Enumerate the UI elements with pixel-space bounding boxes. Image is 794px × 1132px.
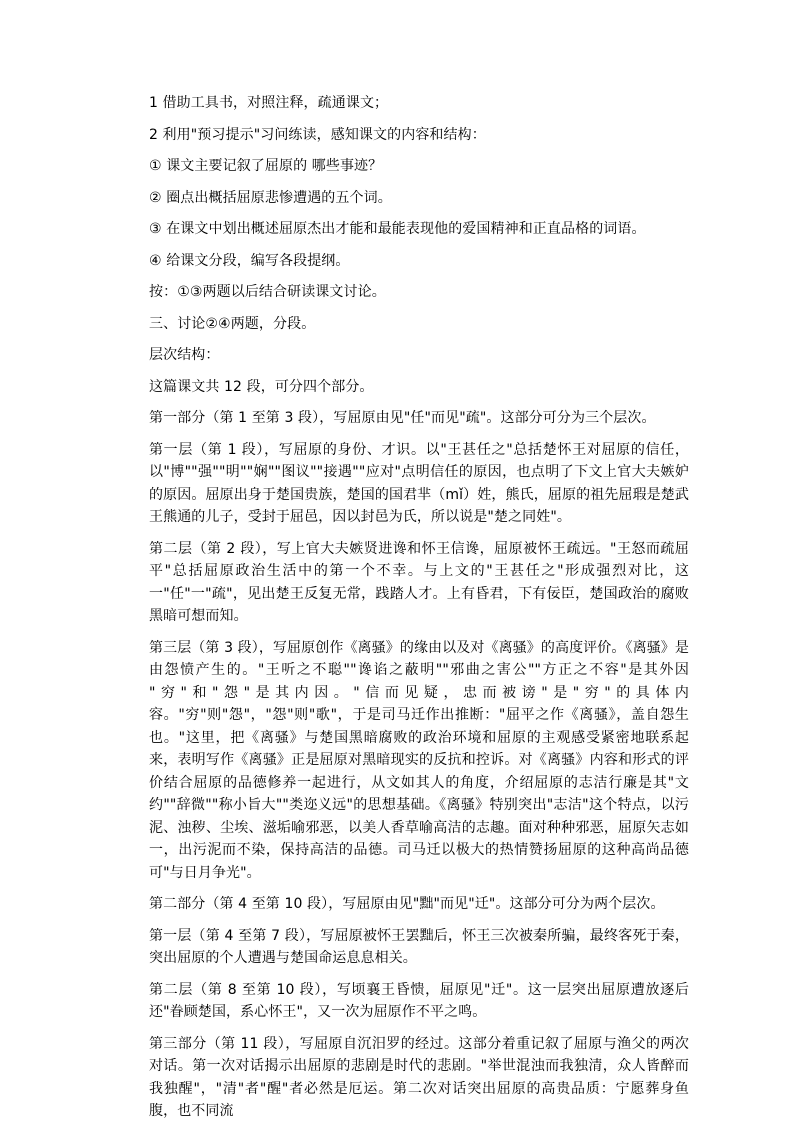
paragraph-11: 第一部分（第 1 至第 3 段），写屈原由见"任"而见"疏"。这部分可分为三个层次。 <box>149 410 656 426</box>
paragraph-6: ④ 给课文分段，编写各段提纲。 <box>149 252 350 269</box>
paragraph-2: 2 利用"预习提示"习问练读，感知课文的内容和结构： <box>149 126 486 143</box>
paragraph-3: ① 课文主要记叙了屈原的 哪些事迹？ <box>149 158 383 174</box>
paragraph-13: 第二层（第 2 段），写上官大夫嫉贤进谗和怀王信谗，屈原被怀王疏远。"王怒而疏屈平"总括屈原政治生活中的第一个不幸。与上文的"王甚任之"形成强烈对比，这一"任"一"疏"，见出楚王反复无常，践踏人才。上有昏君，下有佞臣，楚国政治的腐败黑暗可想而知。 <box>149 540 689 624</box>
paragraph-9: 层次结构： <box>149 347 220 363</box>
paragraph-5: ③ 在课文中划出概述屈原杰出才能和最能表现他的爱国精神和正直品格的词语。 <box>149 221 646 237</box>
paragraph-1: 1 借助工具书，对照注释，疏通课文； <box>149 95 389 111</box>
paragraph-7: 按：①③两题以后结合研读课文讨论。 <box>149 284 386 300</box>
paragraph-16: 第一层（第 4 至第 7 段），写屈原被怀王罢黜后，怀王三次被秦所骗，最终客死于秦，突出屈原的个人遭遇与楚国命运息息相关。 <box>149 927 689 966</box>
document-body <box>149 92 689 1132</box>
paragraph-4: ② 圈点出概括屈原悲惨遭遇的五个词。 <box>149 189 392 206</box>
paragraph-18: 第三部分（第 11 段），写屈原自沉汨罗的经过。这部分着重记叙了屈原与渔父的两次对话。第一次对话揭示出屈原的悲剧是时代的悲剧。"举世混浊而我独清，众人皆醉而我独醒"，"清"者"醒"者必然是厄运。第二次对话突出屈原的高贵品质：宁愿葬身鱼腹，也不同流 <box>149 1035 689 1119</box>
paragraph-8: 三、讨论②④两题，分段。 <box>149 315 316 332</box>
paragraph-12: 第一层（第 1 段），写屈原的身份、才识。以"王甚任之"总括楚怀王对屈原的信任，以"博""强""明""娴""图议""接遇""应对"点明信任的原因，也点明了下文上官大夫嫉妒的原因。屈原出身于楚国贵族，楚国的国君芈（mǐ）姓，熊氏，屈原的祖先屈瑕是楚武王熊通的儿子，受封于屈邑，因以封邑为氏，所以说是"楚之同姓"。 <box>149 441 689 525</box>
paragraph-15: 第二部分（第 4 至第 10 段），写屈原由见"黜"而见"迁"。这部分可分为两个层次。 <box>149 896 665 912</box>
paragraph-17: 第二层（第 8 至第 10 段），写顷襄王昏愦，屈原见"迁"。这一层突出屈原遭放逐后还"眷顾楚国，系心怀王"，又一次为屈原作不平之鸣。 <box>149 981 689 1020</box>
paragraph-10: 这篇课文共 12 段，可分四个部分。 <box>149 378 374 395</box>
paragraph-14: 第三层（第 3 段），写屈原创作《离骚》的缘由以及对《离骚》的高度评价。《离骚》是由怨愤产生的。"王听之不聪""谗谄之蔽明""邪曲之害公""方正之不容"是其外因 "穷"和"怨"是其内因。"信而见疑，忠而被谤"是"穷"的具体内容。"穷"则"怨"，"怨"则"歌"，于是司马迁作出推断："屈平之作《离骚》，盖自怨生也。"这里，把《离骚》与楚国黑暗腐败的政治环境和屈原的主观感受紧密地联系起来，表明写作《离骚》正是屈原对黑暗现实的反抗和控诉。对《离骚》内容和形式的评价结合屈原的品德修养一起进行，从文如其人的角度，介绍屈原的志洁行廉是其"文约""辞微""称小旨大""类迩义远"的思想基础。《离骚》特别突出"志洁"这个特点，以污泥、浊秽、尘埃、滋垢喻邪恶，以美人香草喻高洁的志趣。面对种种邪恶，屈原矢志如一，出污泥而不染，保持高洁的品德。司马迁以极大的热情赞扬屈原的这种高尚品德可"与日月争光"。 <box>149 639 689 881</box>
